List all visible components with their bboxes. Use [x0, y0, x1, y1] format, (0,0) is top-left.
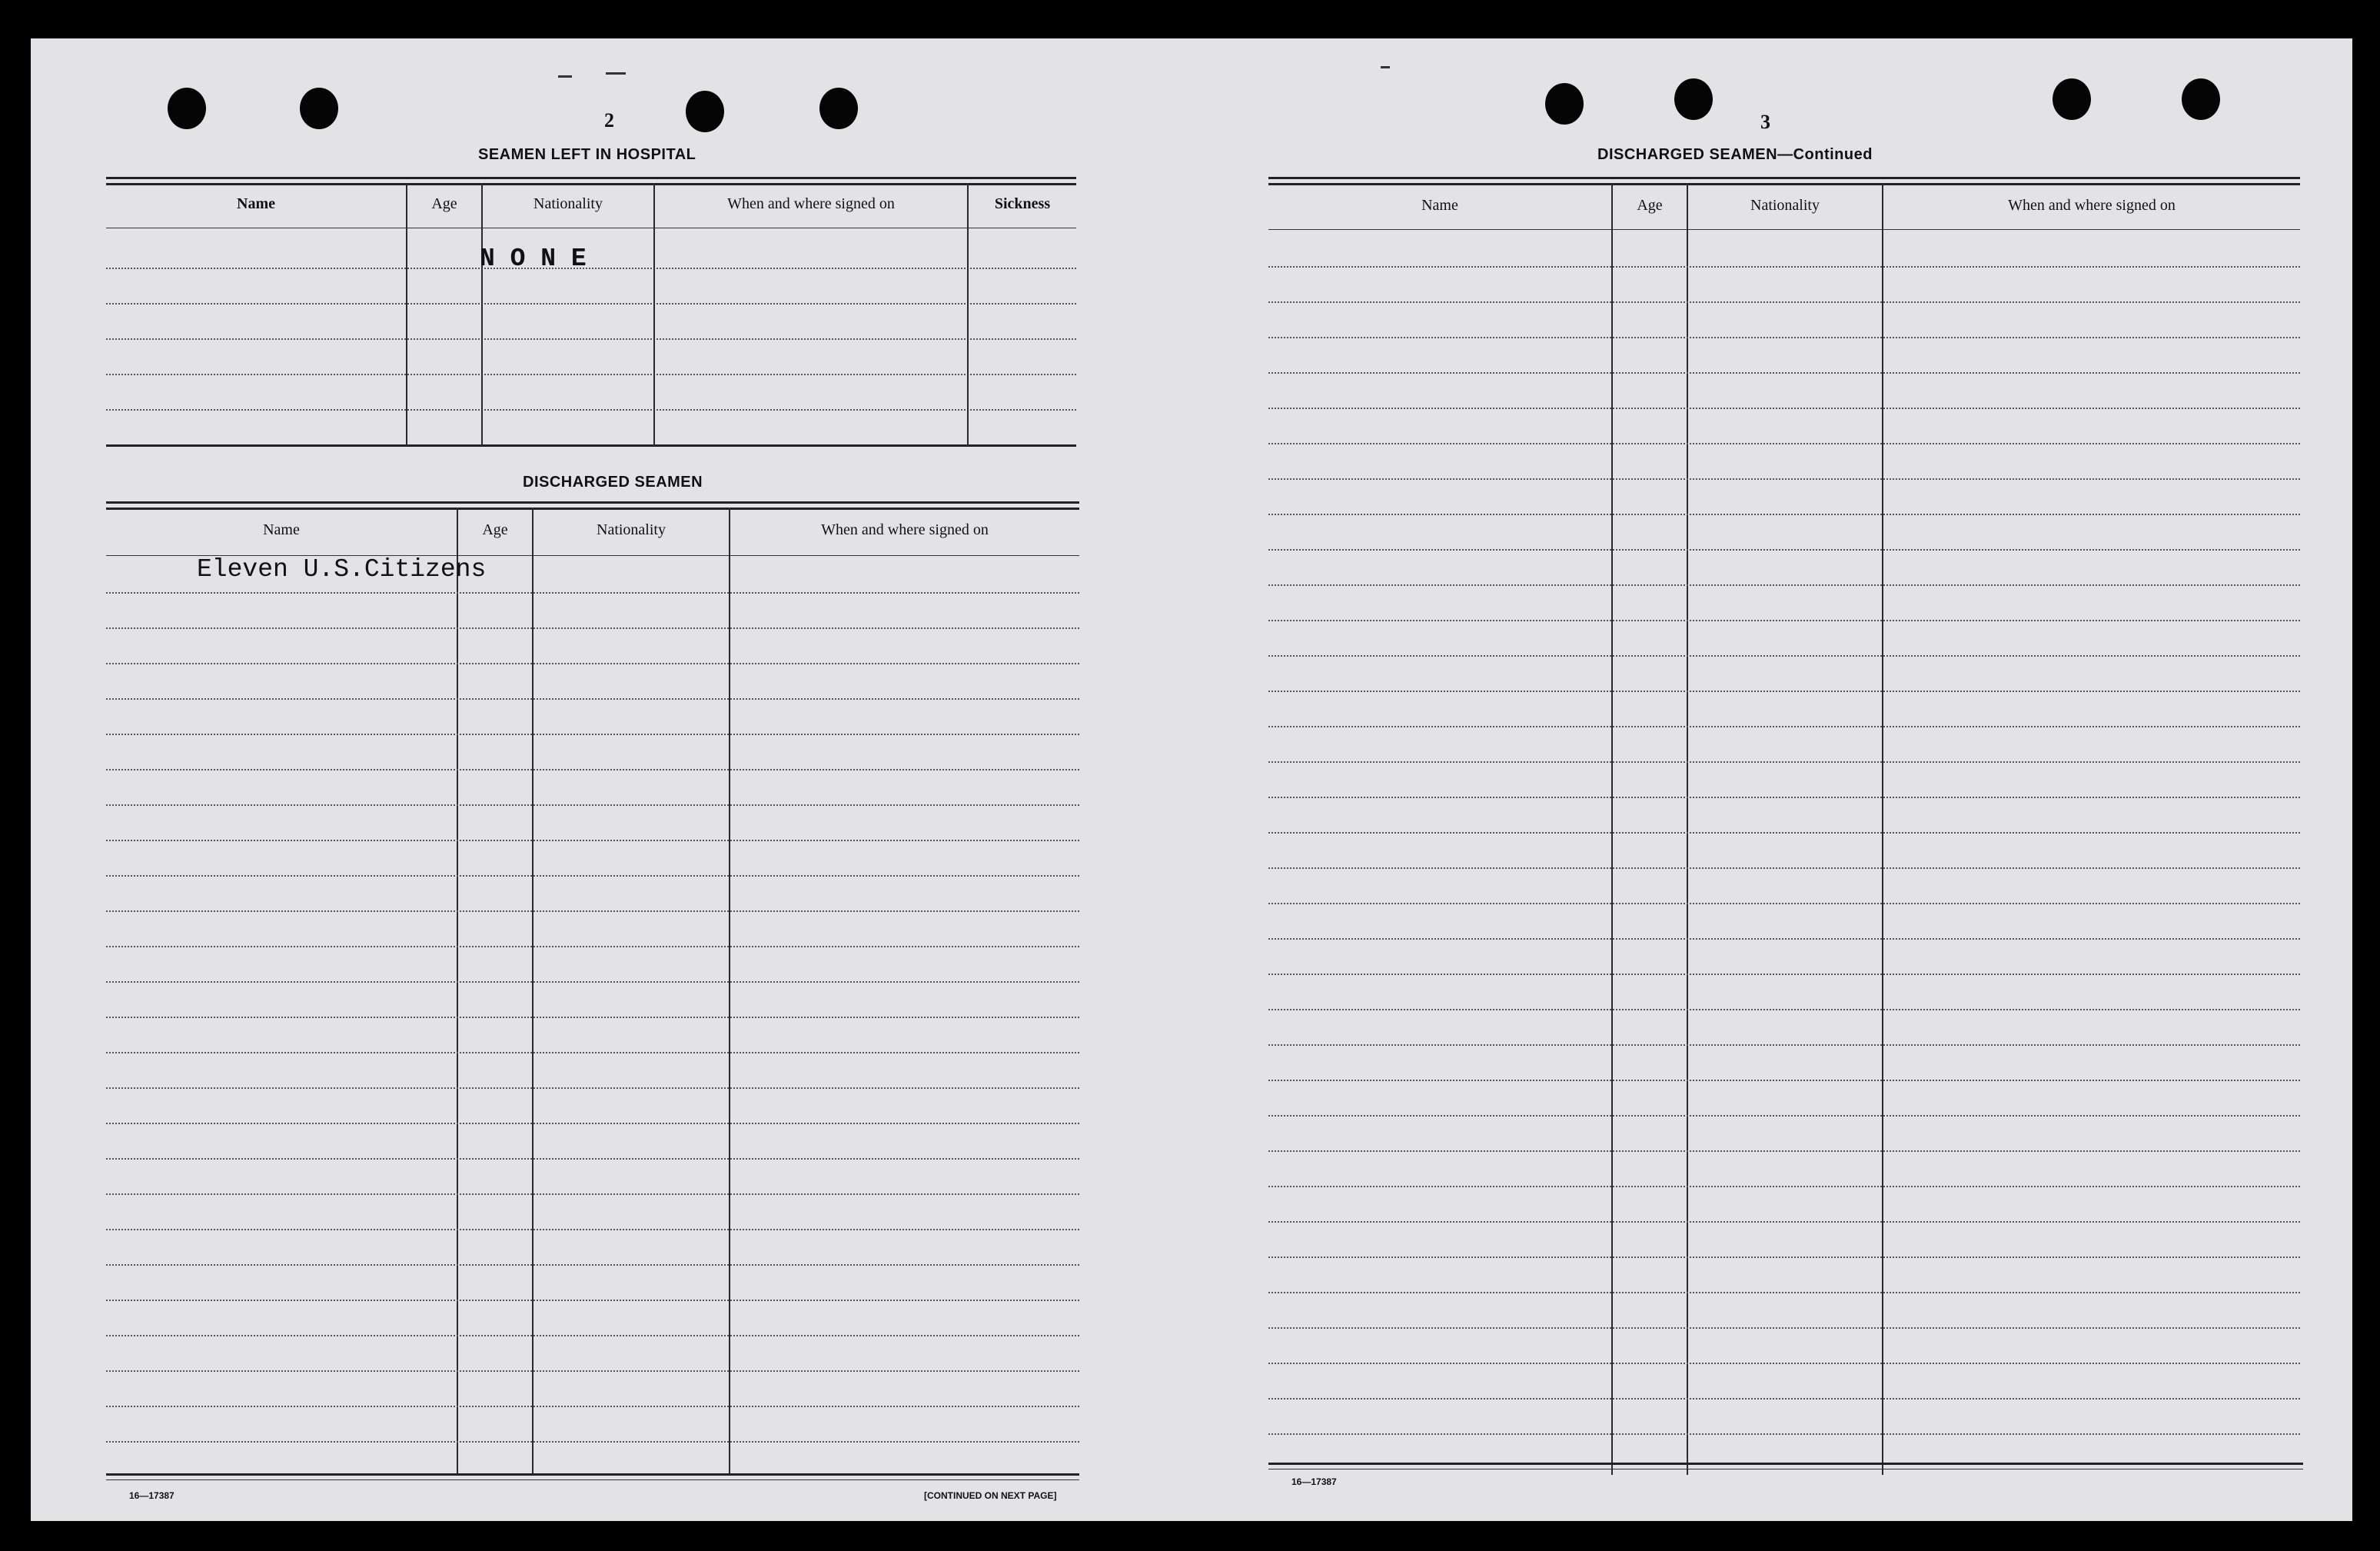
row-line — [1268, 691, 2300, 692]
discharged-continued-title — [1597, 146, 1873, 164]
column-header-name: Name — [1421, 197, 1458, 214]
column-divider — [1687, 183, 1688, 1475]
column-divider — [481, 183, 483, 446]
rule — [106, 1479, 1079, 1480]
column-header-sickness: Sickness — [994, 195, 1051, 212]
row-line — [1268, 1009, 2300, 1010]
row-line — [106, 1017, 1079, 1018]
row-line — [1268, 408, 2300, 409]
rule — [106, 444, 1076, 447]
row-line — [1268, 797, 2300, 798]
row-line — [106, 981, 1079, 983]
row-line — [1268, 549, 2300, 551]
column-header-name: Name — [263, 521, 300, 538]
row-line — [106, 1370, 1079, 1372]
rule — [106, 183, 1076, 185]
page-number: 3 — [1760, 111, 1770, 133]
rule — [1268, 177, 2300, 179]
column-header-signed-on: When and where signed on — [821, 521, 989, 538]
row-line — [106, 1300, 1079, 1301]
rule — [106, 501, 1079, 504]
row-line — [1268, 1292, 2300, 1293]
column-header-signed-on: When and where signed on — [727, 195, 895, 212]
row-line — [1268, 372, 2300, 374]
column-divider — [532, 508, 534, 1475]
title-main: DISCHARGED SEAMEN — [1597, 146, 1778, 163]
document-sheet — [31, 38, 2352, 1521]
row-line — [1268, 867, 2300, 869]
discharged-title: DISCHARGED SEAMEN — [523, 474, 703, 491]
row-line — [106, 1441, 1079, 1443]
punch-hole — [1674, 78, 1713, 120]
rule — [1268, 183, 2300, 185]
row-line — [1268, 1363, 2300, 1364]
page-number: 2 — [604, 109, 614, 131]
row-line — [106, 1123, 1079, 1124]
column-header-name: Name — [237, 195, 275, 212]
row-line — [1268, 337, 2300, 338]
rule — [1268, 1463, 2303, 1465]
hospital-title: SEAMEN LEFT IN HOSPITAL — [478, 146, 696, 163]
row-line — [106, 409, 1076, 411]
punch-hole — [686, 91, 724, 132]
form-number: 16—17387 — [129, 1490, 175, 1501]
row-line — [1268, 655, 2300, 657]
row-line — [106, 627, 1079, 629]
row-line — [1268, 514, 2300, 515]
row-line — [1268, 478, 2300, 480]
row-line — [1268, 301, 2300, 303]
stray-mark — [606, 72, 626, 75]
column-header-age: Age — [1637, 197, 1663, 214]
row-line — [1268, 1398, 2300, 1400]
row-line — [1268, 974, 2300, 975]
row-line — [106, 374, 1076, 375]
row-line — [106, 1229, 1079, 1230]
punch-hole — [2053, 78, 2091, 120]
row-line — [1268, 832, 2300, 834]
column-header-age: Age — [482, 521, 508, 538]
row-line — [1268, 1433, 2300, 1435]
column-header-nationality: Nationality — [597, 521, 666, 538]
rule — [1268, 229, 2300, 230]
form-number: 16—17387 — [1291, 1476, 1337, 1487]
title-continued: —Continued — [1777, 146, 1873, 163]
punch-hole — [168, 88, 206, 129]
rule — [106, 1473, 1079, 1476]
row-line — [106, 1158, 1079, 1160]
column-divider — [1611, 183, 1613, 1475]
row-line — [1268, 1327, 2300, 1329]
row-line — [1268, 443, 2300, 444]
row-line — [1268, 1256, 2300, 1258]
row-line — [1268, 726, 2300, 727]
row-line — [106, 663, 1079, 664]
row-line — [1268, 1044, 2300, 1046]
column-divider — [457, 508, 458, 1475]
row-line — [106, 1087, 1079, 1089]
row-line — [106, 1052, 1079, 1053]
row-line — [106, 1193, 1079, 1195]
row-line — [106, 592, 1079, 594]
row-line — [1268, 1080, 2300, 1081]
row-line — [106, 769, 1079, 771]
row-line — [106, 946, 1079, 947]
row-line — [106, 303, 1076, 305]
punch-hole — [819, 88, 858, 129]
row-line — [106, 910, 1079, 912]
column-divider — [1882, 183, 1883, 1475]
column-header-nationality: Nationality — [534, 195, 603, 212]
rule — [106, 177, 1076, 179]
row-line — [106, 734, 1079, 735]
row-line — [106, 1264, 1079, 1266]
row-line — [1268, 761, 2300, 763]
row-line — [106, 698, 1079, 700]
stray-mark — [1381, 66, 1390, 68]
punch-hole — [2182, 78, 2220, 120]
row-line — [106, 268, 1076, 269]
row-line — [1268, 584, 2300, 586]
column-divider — [967, 183, 969, 446]
row-line — [1268, 266, 2300, 268]
row-line — [106, 804, 1079, 806]
row-line — [106, 338, 1076, 340]
column-divider — [653, 183, 655, 446]
column-divider — [729, 508, 730, 1475]
stray-mark — [558, 75, 572, 78]
column-header-signed-on: When and where signed on — [2008, 197, 2176, 214]
row-line — [1268, 903, 2300, 904]
row-line — [1268, 938, 2300, 940]
row-line — [106, 1406, 1079, 1407]
punch-hole — [1545, 83, 1584, 125]
discharged-entry: Eleven U.S.Citizens — [197, 555, 487, 584]
hospital-entry-none: N O N E — [480, 245, 587, 273]
rule — [106, 508, 1079, 510]
row-line — [1268, 1150, 2300, 1152]
punch-hole — [300, 88, 338, 129]
row-line — [106, 1335, 1079, 1336]
column-header-nationality: Nationality — [1750, 197, 1820, 214]
column-header-age: Age — [431, 195, 457, 212]
row-line — [1268, 620, 2300, 621]
row-line — [106, 875, 1079, 877]
row-line — [1268, 1186, 2300, 1187]
row-line — [106, 840, 1079, 841]
column-divider — [406, 183, 407, 446]
row-line — [1268, 1115, 2300, 1117]
continued-note: [CONTINUED ON NEXT PAGE] — [924, 1490, 1057, 1501]
row-line — [1268, 1221, 2300, 1223]
